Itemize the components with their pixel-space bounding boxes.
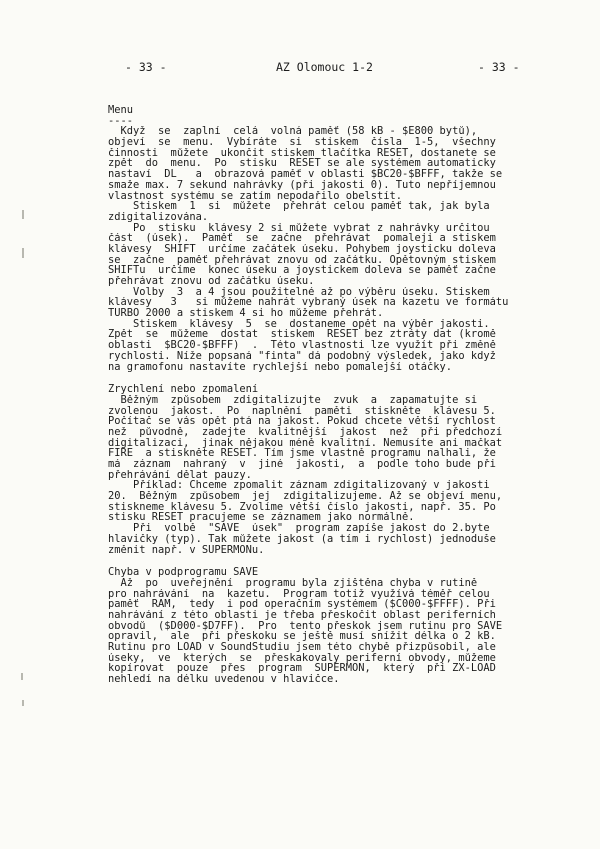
paragraph-line: Počítač se vás opět ptá na jakost. Pokud chcete větší rychlost [108, 416, 496, 427]
paragraph-line: SHIFTu určíme konec úseku a joystickem doleva se paměť začne [108, 265, 496, 276]
paragraph-line: hlavičky (typ). Tak můžete jakost (a tím i rychlost) jednoduše [108, 533, 496, 545]
page-header [0, 60, 600, 74]
paragraph-line: TURBO 2000 a stiskem 4 si ho můžeme přehrát. [108, 308, 384, 319]
paragraph-line: vlastnost systému se zatím nepodařilo obelstít. [108, 190, 403, 202]
paragraph-line: má záznam nahraný v jiné jakosti, a podle toho bude při [108, 459, 496, 470]
paragraph-line: úseky, ve kterých se přeskakovaly periferní obvody, můžeme [108, 652, 496, 664]
paragraph-line: Stiskem klávesy 5 se dostaneme opět na výběr jakosti. [108, 318, 490, 330]
paragraph-line: klávesy SHIFT určíme začátek úseku. Pohybem joysticku doleva [108, 243, 496, 255]
page-number-left: - 33 - [125, 60, 167, 74]
section-save-bug [108, 567, 558, 685]
scan-mark [22, 210, 24, 219]
paragraph-line: obvodů ($D000-$D7FF). Pro tento přeskok jsem rutinu pro SAVE [108, 620, 503, 632]
paragraph-line: zdigitalizována. [108, 211, 209, 223]
paragraph-line: Běžným způsobem zdigitalizujte zvuk a zapamatujte si [108, 394, 478, 406]
paragraph-line: objeví se menu. Vybíráte si stiskem čísla 1-5, všechny [108, 137, 496, 148]
paragraph-line: Až po uveřejnění programu byla zjištěna chyba v rutině [108, 577, 478, 589]
paragraph-line: nahrávání z této oblasti je třeba přeskočit oblast periferních [108, 609, 496, 621]
scan-mark [22, 248, 24, 258]
paragraph-line: část (úsek). Paměť se začne přehrávat pomaleji a stiskem [108, 233, 496, 244]
paragraph-line: rychlosti. Níže popsaná "finta" dá podobný výsledek, jako když [108, 350, 496, 362]
paragraph-line: Příklad: Chceme zpomalit záznam zdigitalizovaný v jakosti [108, 480, 490, 492]
paragraph-line: nastaví DL a obrazová paměť v oblasti $BC20-$BFFF, takže se [108, 169, 503, 180]
paragraph-line: na gramofonu nastavíte rychlejší nebo pomalejší otáčky. [108, 361, 453, 373]
paragraph-line: smaže max. 7 sekund nahrávky (při jakosti 0). Tuto nepříjemnou [108, 179, 496, 191]
paragraph-line: Když se zaplní celá volná paměť (58 kB - $E800 bytů), [108, 126, 478, 138]
paragraph-line: 20. Běžným způsobem jej zdigitalizujeme. Až se objeví menu, [108, 491, 503, 502]
paragraph-line: digitalizaci, jinak nějakou méně kvalitní. Nemusíte ani mačkat [108, 437, 503, 449]
paragraph-line: změnit např. v SUPERMONu. [108, 544, 265, 556]
paragraph-line: Stiskem 1 si můžete přehrát celou paměť tak, jak byla [108, 201, 490, 212]
paragraph-line: kopírovat pouze přes program SUPERMON, který při ZX-LOAD [108, 663, 496, 675]
paragraph-line: pro nahrávání na kazetu. Program totiž využívá téměř celou [108, 588, 490, 600]
scan-mark [22, 700, 24, 706]
paragraph-line: oblasti $BC20-$BFFF) . Této vlastnosti lze využít při změně [108, 340, 496, 351]
section-title-underline: ---- [108, 115, 134, 127]
paragraph-line: Po stisku klávesy 2 si můžete vybrat z nahrávky určitou [108, 222, 490, 234]
section-menu [108, 105, 558, 372]
page-number-right: - 33 - [478, 60, 520, 74]
scan-mark [21, 673, 23, 680]
paragraph-line: nehledí na délku uvedenou v hlavičce. [108, 674, 340, 685]
running-title: AZ Olomouc 1-2 [276, 60, 373, 74]
document-body [108, 105, 558, 685]
paragraph-line: klávesy 3 si můžeme nahrát vybraný úsek na kazetu ve formátu [108, 297, 509, 309]
paragraph-line: zvolenou jakost. Po naplnění paměti stiskněte klávesu 5. [108, 405, 496, 417]
paragraph-line: činnosti můžete ukončit stiskem tlačítka RESET, dostanete se [108, 147, 496, 159]
paragraph-line: Zpět se můžeme dostat stiskem RESET bez ztráty dat (kromě [108, 329, 496, 341]
section-title: Menu [108, 105, 134, 116]
paragraph-line: přehrávání dělat pauzy. [108, 469, 252, 481]
paragraph-line: Rutinu pro LOAD v SoundStudiu jsem této chybě přizpůsobil, ale [108, 642, 496, 653]
paragraph-line: FIRE a stiskněte RESET. Tím jsme vlastně programu nalhali, že [108, 448, 496, 459]
paragraph-line: stisku RESET pracujeme se záznamem jako normálně. [108, 512, 415, 524]
paragraph-line: se začne paměť přehrávat znovu od začátku. Opětovným stiskem [108, 254, 496, 266]
paragraph-line: zpět do menu. Po stisku RESET se ale systémem automaticky [108, 158, 496, 170]
paragraph-line: opravil, ale při přeskoku se ještě musí snížit délka o 2 kB. [108, 631, 496, 642]
paragraph-line: Při volbě "SAVE úsek" program zapíše jakost do 2.byte [108, 523, 490, 534]
section-speed [108, 384, 558, 555]
paragraph-line: stiskneme klávesu 5. Zvolíme větší číslo jakosti, např. 35. Po [108, 501, 496, 513]
paragraph-line: paměť RAM, tedy i pod operačním systémem ($C000-$FFFF). Při [108, 599, 496, 610]
section-title: Chyba v podprogramu SAVE [108, 567, 259, 578]
paragraph-line: než původně, zadejte kvalitnější jakost než při předchozí [108, 426, 503, 438]
paragraph-line: přehrávat znovu od začátku úseku. [108, 276, 315, 287]
paragraph-line: Volby 3 a 4 jsou použitelné až po výběru úseku. Stiskem [108, 286, 490, 298]
section-title: Zrychlení nebo zpomalení [108, 384, 259, 395]
